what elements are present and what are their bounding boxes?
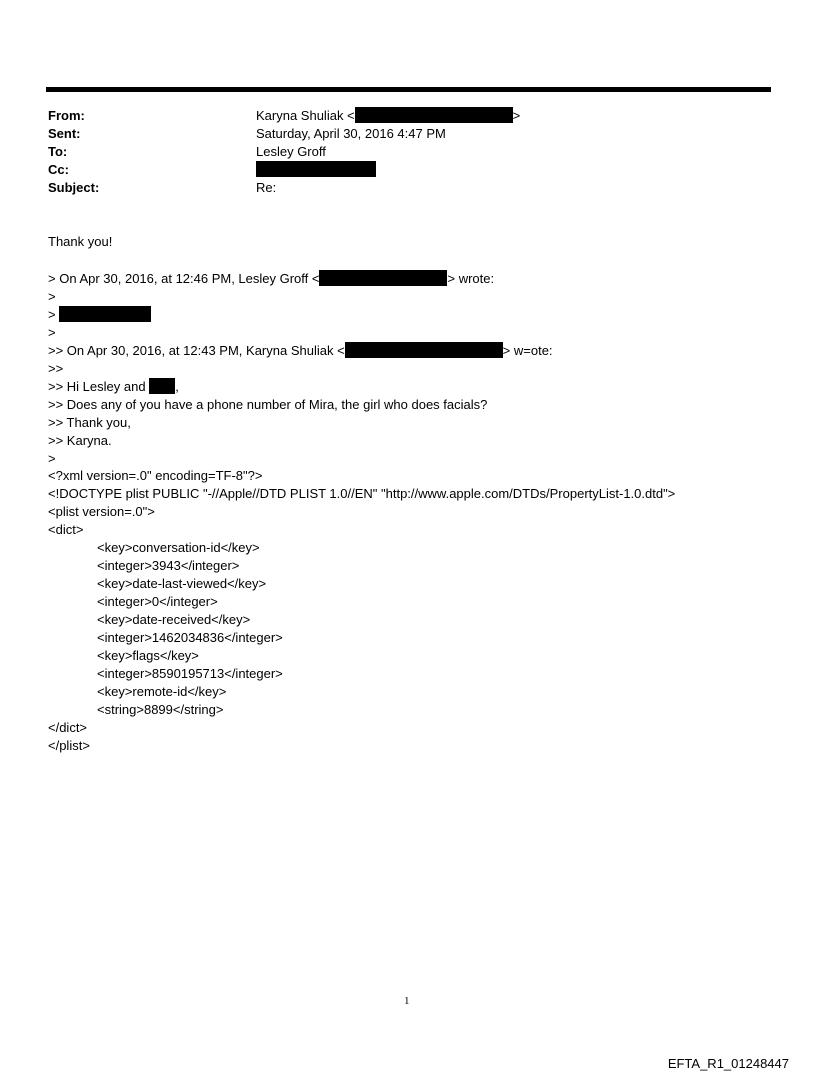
redaction-box bbox=[59, 306, 151, 322]
body-line: Thank you! bbox=[48, 234, 113, 249]
to-label: To: bbox=[48, 144, 68, 159]
from-suffix: > bbox=[512, 108, 521, 123]
body-line bbox=[48, 270, 494, 288]
body-line: >> Karyna. bbox=[48, 433, 112, 448]
body-line: <key>date-last-viewed</key> bbox=[97, 576, 267, 591]
body-line: <key>conversation-id</key> bbox=[97, 540, 260, 555]
quote-text: , bbox=[175, 379, 179, 394]
body-line: <key>date-received</key> bbox=[97, 612, 251, 627]
quote-text: > On Apr 30, 2016, at 12:46 PM, Lesley Groff < bbox=[48, 271, 320, 286]
body-line: </dict> bbox=[48, 720, 88, 735]
body-line bbox=[48, 306, 151, 324]
bates-number: EFTA_R1_01248447 bbox=[667, 1056, 789, 1071]
body-line: <plist version=.0"> bbox=[48, 504, 155, 519]
body-line: >> bbox=[48, 361, 64, 376]
body-line: >> Does any of you have a phone number of Mira, the girl who does facials? bbox=[48, 397, 488, 412]
body-line: > bbox=[48, 289, 56, 304]
body-line bbox=[48, 342, 553, 360]
subject-value: Re: bbox=[256, 180, 277, 195]
body-line: <integer>0</integer> bbox=[97, 594, 218, 609]
cc-label: Cc: bbox=[48, 162, 69, 177]
quote-text: >> On Apr 30, 2016, at 12:43 PM, Karyna Shuliak < bbox=[48, 343, 345, 358]
header-rule bbox=[46, 87, 771, 92]
redaction-box bbox=[149, 378, 175, 394]
sent-label: Sent: bbox=[48, 126, 81, 141]
to-value: Lesley Groff bbox=[256, 144, 326, 159]
body-line: <?xml version=.0" encoding=TF-8"?> bbox=[48, 468, 263, 483]
body-line bbox=[48, 378, 179, 396]
body-line: <dict> bbox=[48, 522, 84, 537]
redaction-box bbox=[345, 342, 503, 358]
page-number: 1 bbox=[404, 995, 410, 1007]
from-value bbox=[256, 107, 520, 125]
redaction-box bbox=[256, 161, 376, 177]
quote-text: >> Hi Lesley and bbox=[48, 379, 146, 394]
sent-value: Saturday, April 30, 2016 4:47 PM bbox=[256, 126, 446, 141]
body-line: <key>flags</key> bbox=[97, 648, 199, 663]
body-line: <string>8899</string> bbox=[97, 702, 224, 717]
redaction-box bbox=[355, 107, 513, 123]
body-line: </plist> bbox=[48, 738, 90, 753]
quote-text: > w=ote: bbox=[502, 343, 553, 358]
body-line: > bbox=[48, 451, 56, 466]
redaction-box bbox=[319, 270, 447, 286]
from-label: From: bbox=[48, 108, 85, 123]
body-line: <integer>3943</integer> bbox=[97, 558, 240, 573]
body-line: <integer>1462034836</integer> bbox=[97, 630, 283, 645]
subject-label: Subject: bbox=[48, 180, 100, 195]
quote-text: > wrote: bbox=[447, 271, 495, 286]
body-line: <!DOCTYPE plist PUBLIC "-//Apple//DTD PLIST 1.0//EN" "http://www.apple.com/DTDs/PropertyList-1.0.dtd"> bbox=[48, 486, 676, 501]
body-line: > bbox=[48, 325, 56, 340]
body-line: <integer>8590195713</integer> bbox=[97, 666, 283, 681]
from-name: Karyna Shuliak < bbox=[256, 108, 355, 123]
quote-text: > bbox=[48, 307, 56, 322]
body-line: <key>remote-id</key> bbox=[97, 684, 227, 699]
body-line: >> Thank you, bbox=[48, 415, 131, 430]
cc-value bbox=[256, 161, 376, 179]
